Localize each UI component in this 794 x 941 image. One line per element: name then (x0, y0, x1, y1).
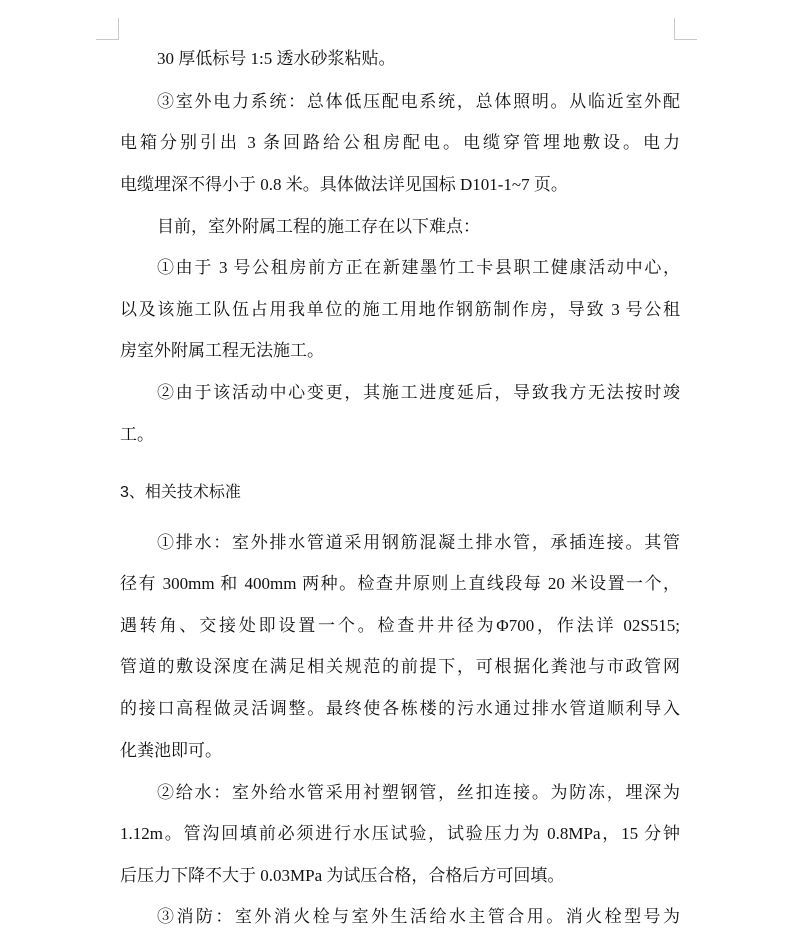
text-line: 后压力下降不大于 0.03MPa 为试压合格，合格后方可回填。 (120, 866, 565, 885)
crop-mark-top-right-vertical (674, 18, 675, 40)
text-line: ②由于该活动中心变更，其施工进度延后，导致我方无法按时竣 (157, 383, 680, 402)
text-line: 30 厚低标号 1:5 透水砂浆粘贴。 (157, 49, 396, 68)
crop-mark-top-right-horizontal (674, 39, 697, 40)
text-line: ③消防：室外消火栓与室外生活给水主管合用。消火栓型号为 (157, 907, 680, 926)
section-heading: 3、相关技术标准 (120, 484, 241, 501)
text-line: 电缆埋深不得小于 0.8 米。具体做法详见国标 D101-1~7 页。 (120, 175, 568, 194)
text-line: ②给水：室外给水管采用衬塑钢管，丝扣连接。为防冻，埋深为 (157, 783, 680, 802)
text-line: 以及该施工队伍占用我单位的施工用地作钢筋制作房，导致 3 号公租 (120, 300, 680, 319)
text-line: 1.12m。管沟回填前必须进行水压试验，试验压力为 0.8MPa，15 分钟 (120, 824, 680, 843)
crop-mark-top-left-vertical (118, 18, 119, 40)
text-line: 遇转角、交接处即设置一个。检查井井径为Φ700，作法详 02S515; (120, 616, 680, 635)
text-line: 径有 300mm 和 400mm 两种。检查井原则上直线段每 20 米设置一个， (120, 574, 680, 593)
text-line: 管道的敷设深度在满足相关规范的前提下，可根据化粪池与市政管网 (120, 657, 680, 676)
text-line: ①排水：室外排水管道采用钢筋混凝土排水管，承插连接。其管 (157, 533, 680, 552)
text-line: 的接口高程做灵活调整。最终使各栋楼的污水通过排水管道顺利导入 (120, 699, 680, 718)
text-line: 房室外附属工程无法施工。 (120, 341, 324, 360)
crop-mark-top-left-horizontal (96, 39, 119, 40)
text-line: 目前，室外附属工程的施工存在以下难点： (157, 217, 480, 236)
text-line: ③室外电力系统：总体低压配电系统，总体照明。从临近室外配 (157, 92, 680, 111)
text-line: 化粪池即可。 (120, 741, 222, 760)
text-line: 工。 (120, 425, 154, 444)
text-line: 电箱分别引出 3 条回路给公租房配电。电缆穿管埋地敷设。电力 (120, 133, 680, 152)
text-line: ①由于 3 号公租房前方正在新建墨竹工卡县职工健康活动中心， (157, 258, 680, 277)
